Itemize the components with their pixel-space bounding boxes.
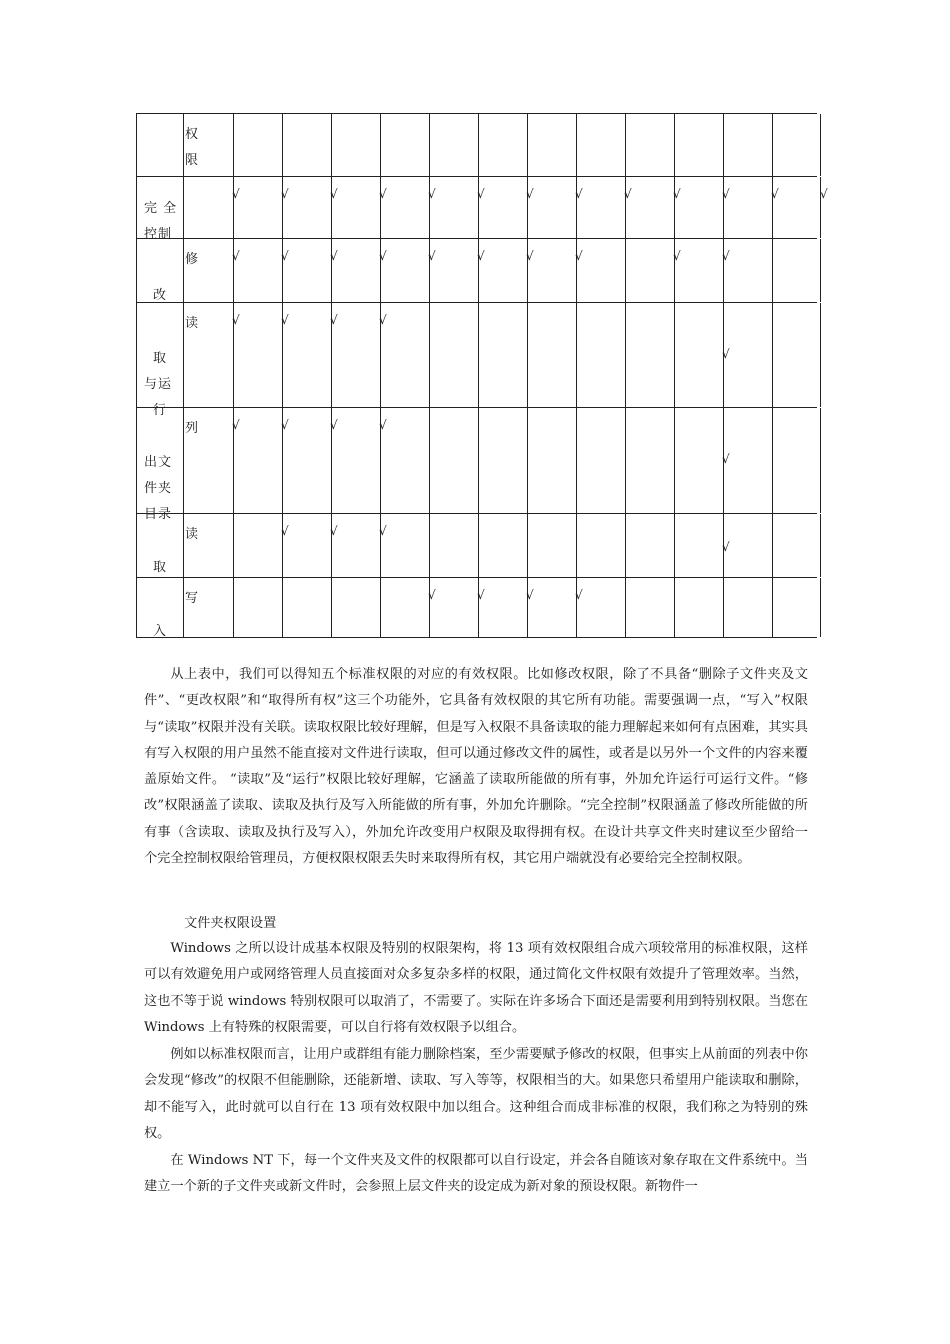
table-row [137, 302, 817, 418]
check-mark: √ [428, 187, 436, 201]
check-mark: √ [330, 249, 338, 263]
header-cell [183, 114, 233, 176]
table-cell [576, 177, 625, 238]
check-mark: √ [330, 313, 338, 327]
row-lead-cell [183, 408, 233, 513]
check-mark: √ [624, 187, 632, 201]
row-label-line: 目录 [144, 507, 173, 522]
row-label-line: 取 [153, 560, 168, 575]
row-label-line: 入 [153, 624, 168, 639]
check-mark: √ [526, 588, 534, 602]
table-cell [478, 303, 527, 407]
header-label: 权 限 [185, 127, 199, 168]
table-cell [380, 177, 429, 238]
check-mark: √ [330, 524, 338, 538]
check-mark: √ [330, 187, 338, 201]
table-cell [772, 239, 821, 302]
table-cell [429, 239, 478, 302]
row-label-line: 行 [153, 403, 168, 418]
table-cell [429, 514, 478, 577]
table-cell [527, 303, 576, 407]
check-mark: √ [673, 249, 681, 263]
table-cell [331, 514, 380, 577]
table-cell [674, 303, 723, 407]
table-row [137, 176, 828, 242]
table-cell [331, 114, 380, 176]
check-mark: √ [379, 249, 387, 263]
table-cell [331, 408, 380, 513]
table-cell [282, 239, 331, 302]
row-label-line: 取 [153, 351, 168, 366]
row-lead-cell [183, 514, 233, 577]
check-mark: √ [281, 249, 289, 263]
table-cell [772, 514, 821, 577]
table-cell [282, 514, 331, 577]
paragraph-windows-design: Windows 之所以设计成基本权限及特别的权限架构，将 13 项有效权限组合成六项较常用的标准权限，这样可以有效避免用户或网络管理人员直接面对众多复杂多样的权限，通过简化文件权限有效提升了管理效率。当然，这也不等于说 windows 特别权限可以取消了，不需要了。实际在许多场合下面还是需要利用到特别权限。当您在 Windows 上有特殊的权限需要，可以自行将有效权限予以组合。 [144, 941, 808, 1035]
table-cell [576, 578, 625, 637]
check-mark: √ [330, 418, 338, 432]
table-cell [233, 303, 282, 407]
check-mark: √ [281, 418, 289, 432]
check-mark: √ [477, 187, 485, 201]
table-row [137, 577, 817, 637]
row-lead-cell [183, 177, 233, 238]
row-label [137, 408, 183, 522]
table-cell [282, 177, 331, 238]
row-label-line: 改 [153, 288, 168, 303]
table-cell [331, 239, 380, 302]
row-label [137, 303, 183, 418]
table-cell [282, 114, 331, 176]
table-header-row [137, 113, 817, 176]
table-cell [478, 177, 527, 238]
table-cell [723, 514, 772, 577]
table-cell [772, 408, 821, 513]
table-cell [233, 578, 282, 637]
table-cell [233, 514, 282, 577]
table-cell [478, 114, 527, 176]
check-mark: √ [281, 313, 289, 327]
row-lead-char: 修 [185, 252, 199, 267]
table-cell [527, 514, 576, 577]
row-label [137, 177, 183, 242]
table-cell [723, 303, 772, 407]
row-label-line: 件夹 [144, 481, 173, 496]
table-cell [576, 408, 625, 513]
table-cell [723, 177, 772, 238]
table-cell [674, 578, 723, 637]
table-cell [478, 514, 527, 577]
check-mark: √ [232, 313, 240, 327]
table-cell [429, 578, 478, 637]
table-cell [429, 177, 478, 238]
table-cell [723, 578, 772, 637]
row-lead-cell [183, 239, 233, 302]
row-lead-char: 写 [185, 591, 199, 606]
check-mark: √ [428, 249, 436, 263]
row-label [137, 239, 183, 302]
table-cell [429, 303, 478, 407]
table-cell [331, 578, 380, 637]
row-label-line: 出文 [144, 455, 173, 470]
table-cell [576, 514, 625, 577]
check-mark: √ [722, 347, 730, 361]
table-cell [233, 177, 282, 238]
table-cell [625, 239, 674, 302]
table-cell [625, 408, 674, 513]
table-cell [723, 239, 772, 302]
table-cell [674, 514, 723, 577]
table-cell [723, 114, 772, 176]
paragraph-explanation: 从上表中，我们可以得知五个标准权限的对应的有效权限。比如修改权限，除了不具备“删除子文件夹及文件”、“更改权限”和“取得所有权”这三个功能外，它具备有效权限的其它所有功能。需要强调一点，“写入”权限与“读取”权限并没有关联。读取权限比较好理解，但是写入权限不具备读取的能力理解起来如何有点困难，其实具有写入权限的用户虽然不能直接对文件进行读取，但可以通过修改文件的属性，或者是以另外一个文件的内容来覆盖原始文件。 “读取”及“运行”权限比较好理解，它涵盖了读取所能做的所有事，外加允许运行可运行文件。“修改”权限涵盖了读取、读取及执行及写入所能做的所有事，外加允许删除。“完全控制”权限涵盖了修改所能做的所有事（含读取、读取及执行及写入），外加允许改变用户权限及取得拥有权。在设计共享文件夹时建议至少留给一个完全控制权限给管理员，方便权限权限丢失时来取得所有权，其它用户端就没有必要给完全控制权限。 [144, 667, 808, 867]
table-cell [527, 239, 576, 302]
check-mark: √ [232, 249, 240, 263]
row-lead-char: 列 [185, 421, 199, 436]
table-cell [527, 408, 576, 513]
check-mark: √ [722, 452, 730, 466]
table-cell [723, 408, 772, 513]
check-mark: √ [673, 187, 681, 201]
table-cell [674, 239, 723, 302]
table-cell [576, 303, 625, 407]
check-mark: √ [232, 187, 240, 201]
check-mark: √ [477, 588, 485, 602]
check-mark: √ [379, 418, 387, 432]
check-mark: √ [575, 249, 583, 263]
table-cell [674, 177, 723, 238]
table-cell [576, 114, 625, 176]
table-row [137, 407, 817, 522]
table-cell [282, 408, 331, 513]
table-cell [233, 239, 282, 302]
check-mark: √ [379, 187, 387, 201]
table-cell [625, 177, 674, 238]
table-cell [282, 303, 331, 407]
table-cell [233, 114, 282, 176]
table-cell [282, 578, 331, 637]
check-mark: √ [526, 249, 534, 263]
table-row [137, 238, 817, 302]
table-cell [527, 177, 576, 238]
table-row [137, 513, 817, 577]
table-cell [625, 114, 674, 176]
table-cell [772, 114, 821, 176]
table-cell [674, 408, 723, 513]
table-cell [331, 303, 380, 407]
table-cell [576, 239, 625, 302]
paragraph-example: 例如以标准权限而言，让用户或群组有能力删除档案，至少需要赋予修改的权限，但事实上从前面的列表中你会发现“修改”的权限不但能删除，还能新增、读取、写入等等，权限相当的大。如果您只希望用户能读取和删除，却不能写入，此时就可以自行在 13 项有效权限中加以组合。这种组合而成非标准的权限，我们称之为特别的殊权。 [144, 1047, 808, 1141]
row-label [137, 514, 183, 577]
check-mark: √ [575, 187, 583, 201]
table-cell [527, 578, 576, 637]
check-mark: √ [820, 187, 828, 201]
table-cell [625, 578, 674, 637]
check-mark: √ [722, 249, 730, 263]
check-mark: √ [722, 187, 730, 201]
check-mark: √ [526, 187, 534, 201]
row-label-line: 与运 [144, 377, 173, 392]
check-mark: √ [477, 249, 485, 263]
row-lead-char: 读 [185, 316, 199, 331]
table-cell [772, 578, 821, 637]
row-lead-cell [183, 303, 233, 407]
check-mark: √ [428, 588, 436, 602]
check-mark: √ [281, 524, 289, 538]
check-mark: √ [232, 418, 240, 432]
table-cell [233, 408, 282, 513]
table-cell [429, 408, 478, 513]
table-cell [625, 303, 674, 407]
table-cell [380, 239, 429, 302]
table-cell [478, 578, 527, 637]
table-cell [380, 303, 429, 407]
table-cell [772, 303, 821, 407]
table-cell [429, 114, 478, 176]
row-label-line: 控制 [144, 227, 173, 242]
check-mark: √ [379, 524, 387, 538]
permissions-table [136, 113, 828, 639]
table-cell [772, 177, 821, 238]
table-cell [625, 514, 674, 577]
check-mark: √ [281, 187, 289, 201]
table-cell [478, 408, 527, 513]
row-label-line: 完 全 [144, 201, 178, 216]
check-mark: √ [722, 540, 730, 554]
section-heading-folder-permissions: 文件夹权限设置 [184, 916, 277, 931]
row-lead-cell [183, 578, 233, 637]
table-cell [478, 239, 527, 302]
check-mark: √ [379, 313, 387, 327]
table-cell [527, 114, 576, 176]
paragraph-windows-nt: 在 Windows NT 下，每一个文件夹及文件的权限都可以自行设定，并会各自随该对象存取在文件系统中。当建立一个新的子文件夹或新文件时，会参照上层文件夹的设定成为新对象的预设权限。新物件一 [144, 1153, 808, 1195]
table-cell [380, 514, 429, 577]
table-cell [380, 408, 429, 513]
table-cell [380, 114, 429, 176]
row-label [137, 578, 183, 637]
table-cell [331, 177, 380, 238]
check-mark: √ [575, 588, 583, 602]
check-mark: √ [771, 187, 779, 201]
row-lead-char: 读 [185, 527, 199, 542]
table-cell [380, 578, 429, 637]
table-cell [674, 114, 723, 176]
